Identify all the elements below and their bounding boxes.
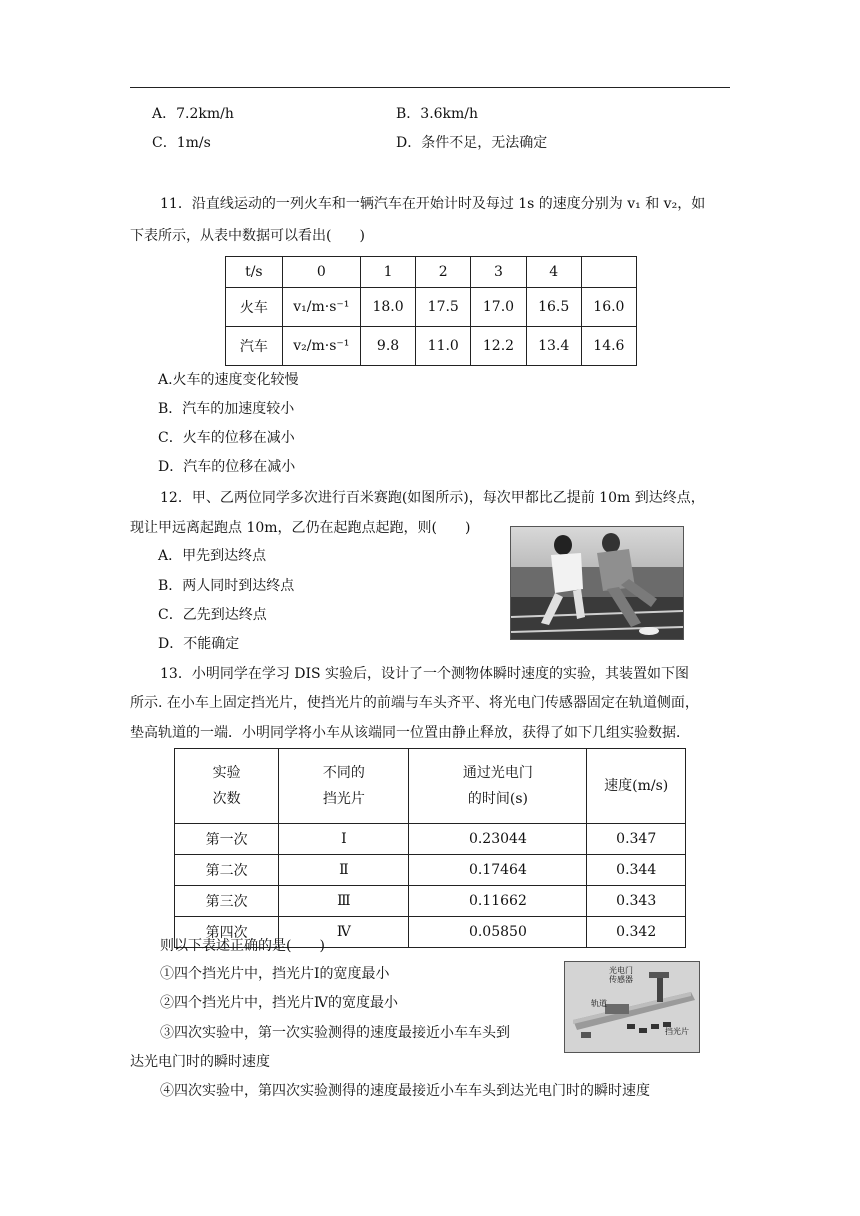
q12-text-line2: 现让甲远离起跑点 10m，乙仍在起跑点起跑，则( ) [130, 520, 471, 536]
q11-option-d: D．汽车的位移在减小 [158, 459, 296, 475]
table-cell: 火车 [226, 288, 283, 327]
table-cell: 1 [360, 257, 415, 288]
table-cell: v₁/m·s⁻¹ [282, 288, 360, 327]
q12-text-line1: 12．甲、乙两位同学多次进行百米赛跑(如图所示)，每次甲都比乙提前 10m 到达终点， [160, 490, 705, 506]
q13-text-line2: 所示. 在小车上固定挡光片，使挡光片的前端与车头齐平、将光电门传感器固定在轨道侧面， [130, 695, 699, 711]
table-cell: 0.17464 [409, 855, 587, 886]
q11-text-line2: 下表所示，从表中数据可以看出( ) [130, 228, 365, 244]
table-header-cell: 速度(m/s) [587, 749, 686, 824]
q11-option-a: A.火车的速度变化较慢 [158, 372, 299, 388]
q12-option-d: D．不能确定 [158, 636, 240, 652]
table-cell: 0.347 [587, 824, 686, 855]
table-cell: 0.05850 [409, 917, 587, 948]
table-cell: 0.342 [587, 917, 686, 948]
table-cell: 第一次 [175, 824, 279, 855]
table-cell: 第二次 [175, 855, 279, 886]
option-d: D．条件不足，无法确定 [396, 135, 548, 151]
table-row [175, 749, 686, 824]
sprint-race-photo [510, 526, 684, 640]
table-cell: 14.6 [581, 327, 636, 366]
table-row [226, 288, 637, 327]
q13-statement-4: ④四次实验中，第四次实验测得的速度最接近小车车头到达光电门时的瞬时速度 [160, 1083, 650, 1099]
q12-option-a: A．甲先到达终点 [158, 548, 267, 564]
q11-table [225, 256, 637, 366]
table-header-cell: 不同的 挡光片 [279, 749, 409, 824]
q11-text-line1: 11．沿直线运动的一列火车和一辆汽车在开始计时及每过 1s 的速度分别为 v₁ 和 v₂，如 [160, 196, 706, 212]
table-cell: 第四次 [175, 917, 279, 948]
figure-label-shade: 挡光片 [665, 1027, 689, 1036]
table-cell: 17.0 [471, 288, 526, 327]
table-cell: 0.23044 [409, 824, 587, 855]
q13-statement-1: ①四个挡光片中，挡光片Ⅰ的宽度最小 [160, 966, 390, 982]
table-header-cell: 实验 次数 [175, 749, 279, 824]
table-row [175, 855, 686, 886]
table-cell: 16.5 [526, 288, 581, 327]
q12-option-b: B．两人同时到达终点 [158, 578, 295, 594]
q13-statement-3-cont: 达光电门时的瞬时速度 [130, 1054, 270, 1070]
table-cell [581, 257, 636, 288]
q13-prompt: 则以下表述正确的是( ) [160, 938, 325, 954]
photogate-apparatus-figure [564, 961, 700, 1053]
table-cell: 12.2 [471, 327, 526, 366]
figure-label-track: 轨道 [591, 999, 607, 1008]
table-row [175, 824, 686, 855]
table-cell: 4 [526, 257, 581, 288]
q11-option-b: B．汽车的加速度较小 [158, 401, 295, 417]
table-cell: 第三次 [175, 886, 279, 917]
table-cell: 13.4 [526, 327, 581, 366]
table-cell: Ⅱ [279, 855, 409, 886]
option-a: A．7.2km/h [152, 106, 234, 122]
table-cell: Ⅳ [279, 917, 409, 948]
table-cell: Ⅰ [279, 824, 409, 855]
option-b: B．3.6km/h [396, 106, 479, 122]
table-cell: 2 [416, 257, 471, 288]
table-cell: 9.8 [360, 327, 415, 366]
table-cell: Ⅲ [279, 886, 409, 917]
q13-statement-2: ②四个挡光片中，挡光片Ⅳ的宽度最小 [160, 995, 398, 1011]
table-cell: 0.344 [587, 855, 686, 886]
table-cell: 0 [282, 257, 360, 288]
table-cell: 汽车 [226, 327, 283, 366]
table-cell: 11.0 [416, 327, 471, 366]
q12-option-c: C．乙先到达终点 [158, 607, 267, 623]
table-cell: 17.5 [416, 288, 471, 327]
table-row [226, 257, 637, 288]
table-cell: 0.11662 [409, 886, 587, 917]
table-row [175, 886, 686, 917]
q13-text-line1: 13．小明同学在学习 DIS 实验后，设计了一个测物体瞬时速度的实验，其装置如下图 [160, 666, 690, 682]
table-cell: 0.343 [587, 886, 686, 917]
figure-label-sensor-line1: 光电门 [609, 966, 633, 975]
q13-table [174, 748, 686, 948]
table-cell: t/s [226, 257, 283, 288]
top-rule [130, 87, 730, 88]
figure-label-sensor [609, 966, 633, 984]
option-c: C．1m/s [152, 135, 211, 151]
q13-statement-3: ③四次实验中，第一次实验测得的速度最接近小车车头到 [160, 1025, 510, 1041]
table-cell: v₂/m·s⁻¹ [282, 327, 360, 366]
table-header-cell: 通过光电门 的时间(s) [409, 749, 587, 824]
table-row [226, 327, 637, 366]
figure-label-sensor-line2: 传感器 [609, 975, 633, 984]
table-cell: 3 [471, 257, 526, 288]
q11-option-c: C．火车的位移在减小 [158, 430, 295, 446]
table-cell: 18.0 [360, 288, 415, 327]
q13-text-line3: 垫高轨道的一端．小明同学将小车从该端同一位置由静止释放，获得了如下几组实验数据． [130, 725, 690, 741]
table-cell: 16.0 [581, 288, 636, 327]
